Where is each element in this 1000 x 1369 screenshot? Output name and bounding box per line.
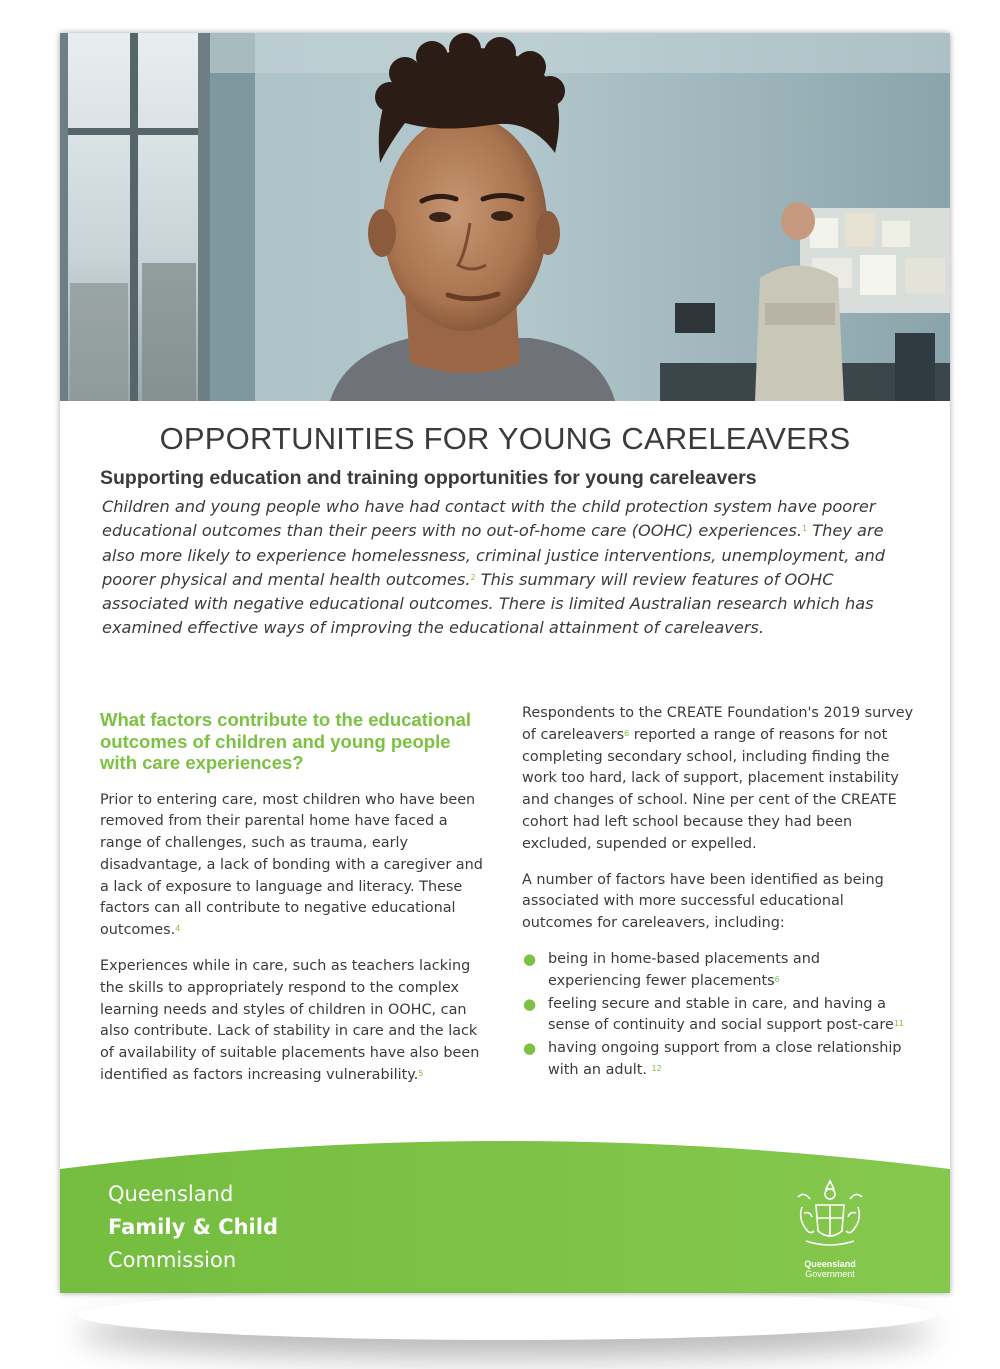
document-page xyxy=(60,33,950,1293)
footnote-ref: 6 xyxy=(624,728,630,738)
bullet-icon: ● xyxy=(523,949,537,968)
intro-paragraph xyxy=(102,495,902,641)
body-paragraph: A number of factors have been identified as being associated with more successful educational outcomes for careleavers, including: xyxy=(522,871,884,932)
footnote-ref: 1 xyxy=(801,524,808,534)
paragraph-text: reported a range of reasons for not completing secondary school, including finding the work too hard, lack of support, placement instability and changes of school. Nine per cent of the CREATE cohort had left school because they had been excluded, supended or expelled. xyxy=(522,726,899,852)
list-item xyxy=(522,994,917,1038)
footnote-ref: 5 xyxy=(418,1069,424,1079)
page-subtitle: Supporting education and training opportunities for young careleavers xyxy=(100,467,757,489)
bullet-icon: ● xyxy=(523,1039,537,1058)
brand-line-1: Queensland xyxy=(108,1182,234,1206)
list-item-text: feeling secure and stable in care, and having a sense of continuity and social support post-care xyxy=(548,995,894,1034)
page-title: OPPORTUNITIES FOR YOUNG CARELEAVERS xyxy=(159,421,851,456)
qfcc-logo xyxy=(108,1178,278,1277)
footnote-ref: 12 xyxy=(651,1063,662,1073)
footnote-ref: 11 xyxy=(893,1019,905,1029)
queensland-coat-of-arms-icon xyxy=(788,1177,872,1255)
body-paragraph xyxy=(100,790,490,943)
list-item-text: having ongoing support from a close relationship with an adult. xyxy=(548,1040,902,1078)
body-paragraph xyxy=(522,703,917,856)
list-item xyxy=(522,949,917,993)
queensland-government-logo xyxy=(788,1177,872,1279)
gov-label-1: Queensland xyxy=(804,1259,856,1269)
footnote-ref: 6 xyxy=(774,974,780,984)
body-paragraph xyxy=(100,956,490,1087)
right-column xyxy=(522,703,917,1083)
page-shadow xyxy=(78,1290,934,1340)
intro-text-2: They are also more likely to experience homelessness, criminal justice interventions, unemployment, and poorer physical and mental health outcomes. xyxy=(102,521,886,589)
left-column xyxy=(100,709,490,1101)
paragraph-text: Experiences while in care, such as teachers lacking the skills to appropriately respond to the complex learning needs and styles of children in OOHC, can also contribute. Lack of stability in care and the lack of availability of suitable placements have also been identified as factors increasing vulnerability. xyxy=(100,958,480,1084)
factor-list xyxy=(522,949,917,1082)
paragraph-text: Respondents to the CREATE Foundation's 2019 survey of careleavers xyxy=(522,705,914,743)
gov-label-2: Government xyxy=(805,1269,855,1279)
intro-text-1: Children and young people who have had contact with the child protection system have poorer educational outcomes than their peers with no out-of-home care (OOHC) experiences. xyxy=(102,497,876,541)
brand-line-3: Commission xyxy=(108,1248,237,1272)
bullet-icon: ● xyxy=(523,994,537,1013)
section-heading: What factors contribute to the educational outcomes of children and young people with care experiences? xyxy=(100,709,472,773)
list-item-text: being in home-based placements and experiencing fewer placements xyxy=(548,950,821,989)
hero-photo xyxy=(60,33,950,401)
paragraph-text: Prior to entering care, most children who have been removed from their parental home have faced a range of challenges, such as trauma, early disadvantage, a lack of bonding with a caregiver and a lack of exposure to language and literacy. These factors can all contribute to negative educational outcomes. xyxy=(100,791,483,939)
footnote-ref: 4 xyxy=(175,924,181,934)
footnote-ref: 2 xyxy=(470,572,476,582)
list-item xyxy=(522,1038,917,1082)
intro-text-3: This summary will review features of OOHC associated with negative educational outcomes. There is limited Australian research which has examined effective ways of improving the educational attainment of careleavers. xyxy=(102,569,874,638)
brand-line-2: Family & Child xyxy=(108,1215,278,1239)
